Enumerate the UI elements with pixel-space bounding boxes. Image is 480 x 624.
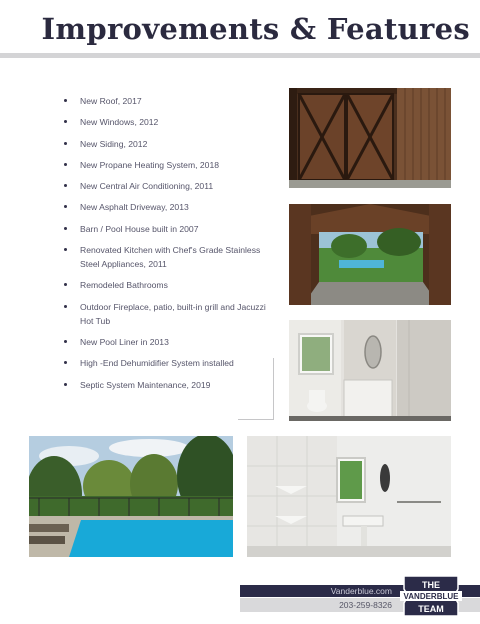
svg-text:THE: THE	[422, 580, 440, 590]
corner-accent-horizontal	[238, 419, 274, 420]
features-list	[62, 94, 272, 399]
bathroom-photo	[289, 320, 451, 421]
list-item: New Pool Liner in 2013	[62, 335, 272, 349]
pool-photo	[29, 436, 233, 557]
list-item: New Propane Heating System, 2018	[62, 158, 272, 172]
list-item: New Central Air Conditioning, 2011	[62, 179, 272, 193]
list-item: New Windows, 2012	[62, 115, 272, 129]
svg-text:TEAM: TEAM	[418, 604, 444, 614]
barn-doors-photo	[289, 88, 451, 188]
title-divider	[0, 53, 480, 58]
bathroom-shower-photo	[247, 436, 451, 557]
vanderblue-team-logo	[398, 573, 464, 619]
list-item: Renovated Kitchen with Chef's Grade Stainless Steel Appliances, 2011	[62, 243, 272, 271]
list-item: New Asphalt Driveway, 2013	[62, 200, 272, 214]
list-item: New Siding, 2012	[62, 137, 272, 151]
list-item: Barn / Pool House built in 2007	[62, 222, 272, 236]
footer-phone: 203-259-8326	[339, 600, 392, 610]
list-item: Remodeled Bathrooms	[62, 278, 272, 292]
corner-accent-vertical	[273, 358, 274, 420]
page-title: Improvements & Features	[41, 12, 470, 46]
footer-website: Vanderblue.com	[330, 586, 392, 596]
list-item: Outdoor Fireplace, patio, built-in grill and Jacuzzi Hot Tub	[62, 300, 272, 328]
list-item: Septic System Maintenance, 2019	[62, 378, 272, 392]
list-item: New Roof, 2017	[62, 94, 272, 108]
pool-house-view-photo	[289, 204, 451, 305]
list-item: High -End Dehumidifier System installed	[62, 356, 272, 370]
svg-text:VANDERBLUE: VANDERBLUE	[403, 592, 459, 601]
